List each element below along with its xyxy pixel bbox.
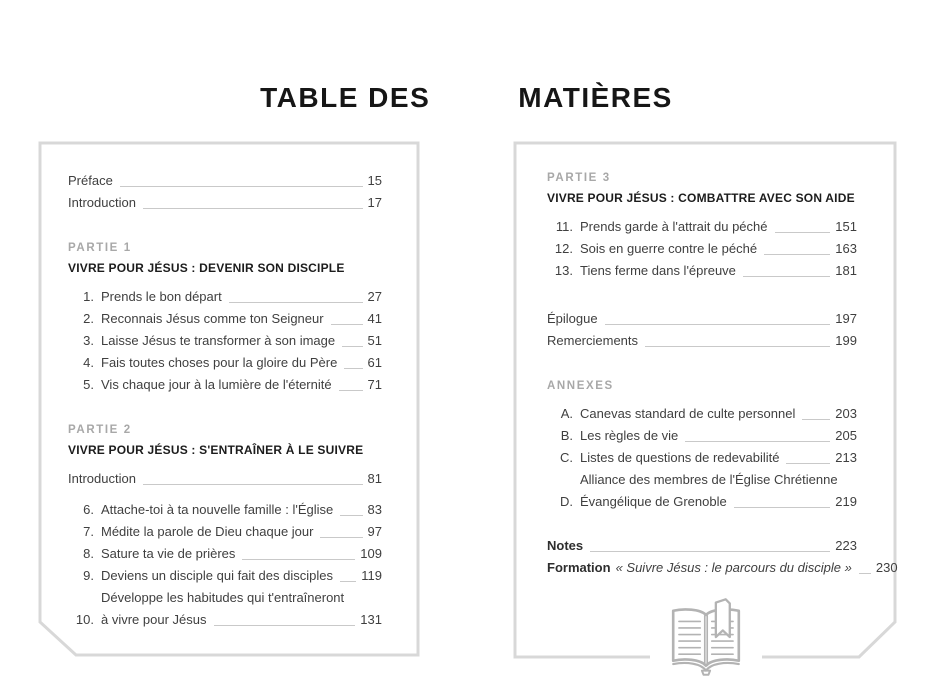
leader-line bbox=[645, 346, 830, 347]
leader-line bbox=[743, 276, 830, 277]
entry-page: 17 bbox=[367, 195, 382, 210]
entry-label: Notes bbox=[547, 538, 584, 553]
entry-label: Introduction bbox=[68, 471, 136, 486]
entry-number: 5. bbox=[83, 377, 94, 392]
entry-label: Canevas standard de culte personnel bbox=[580, 406, 796, 421]
entry-number: 13. bbox=[554, 263, 573, 278]
toc-entry bbox=[68, 352, 382, 374]
entry-number: 7. bbox=[83, 524, 94, 539]
open-book-icon-svg bbox=[665, 597, 747, 677]
leader-line bbox=[120, 186, 363, 187]
leader-line bbox=[802, 419, 830, 420]
entry-label: Prends le bon départ bbox=[101, 289, 222, 304]
entry-label: Médite la parole de Dieu chaque jour bbox=[101, 524, 314, 539]
leader-line bbox=[764, 254, 830, 255]
leader-line bbox=[605, 324, 831, 325]
entry-page: 83 bbox=[367, 502, 382, 517]
back-matter bbox=[547, 308, 857, 352]
leader-line bbox=[340, 515, 362, 516]
toc-entry bbox=[547, 260, 857, 282]
entry-page: 163 bbox=[835, 241, 857, 256]
partie-3-items bbox=[547, 216, 857, 282]
entry-number: 1. bbox=[83, 289, 94, 304]
entry-line2 bbox=[580, 491, 857, 513]
entry-label: Vis chaque jour à la lumière de l'éternité bbox=[101, 377, 332, 392]
toc-entry-preface bbox=[68, 170, 382, 192]
toc-entry bbox=[68, 543, 382, 565]
entry-page: 15 bbox=[367, 173, 382, 188]
entry-label: Listes de questions de redevabilité bbox=[580, 450, 780, 465]
entry-number: 9. bbox=[83, 568, 94, 583]
leader-line bbox=[775, 232, 831, 233]
title-word-1: TABLE DES bbox=[260, 82, 431, 113]
leader-line bbox=[342, 346, 362, 347]
entry-page: 151 bbox=[835, 219, 857, 234]
toc-entry bbox=[68, 565, 382, 587]
entry-label: Sois en guerre contre le péché bbox=[580, 241, 758, 256]
toc-entry bbox=[68, 286, 382, 308]
entry-label: Préface bbox=[68, 173, 113, 188]
entry-label: Prends garde à l'attrait du péché bbox=[580, 219, 768, 234]
entry-page: 230 bbox=[875, 560, 898, 575]
entry-page: 181 bbox=[835, 263, 857, 278]
toc-entry-introduction bbox=[68, 192, 382, 214]
entry-page: 97 bbox=[367, 524, 382, 539]
leader-line bbox=[229, 302, 363, 303]
entry-page: 219 bbox=[835, 494, 857, 509]
right-page-content bbox=[547, 170, 898, 579]
entry-label: Les règles de vie bbox=[580, 428, 679, 443]
leader-line bbox=[734, 507, 831, 508]
leader-line bbox=[143, 208, 363, 209]
entry-number: 11. bbox=[555, 219, 573, 234]
entry-number: 6. bbox=[83, 502, 94, 517]
leader-line bbox=[859, 573, 871, 574]
leader-line bbox=[786, 463, 830, 464]
entry-label: Attache-toi à ta nouvelle famille : l'Église bbox=[101, 502, 334, 517]
entry-number: 2. bbox=[83, 311, 94, 326]
entry-label: Deviens un disciple qui fait des disciples bbox=[101, 568, 333, 583]
entry-label: Tiens ferme dans l'épreuve bbox=[580, 263, 736, 278]
entry-page: 51 bbox=[367, 333, 382, 348]
entry-label: Fais toutes choses pour la gloire du Père bbox=[101, 355, 338, 370]
entry-label: Remerciements bbox=[547, 333, 639, 348]
entry-label: Laisse Jésus te transformer à son image bbox=[101, 333, 336, 348]
entry-page: 119 bbox=[361, 568, 382, 583]
entry-label: Sature ta vie de prières bbox=[101, 546, 236, 561]
annexes-items bbox=[547, 403, 857, 513]
toc-entry bbox=[68, 521, 382, 543]
entry-lines bbox=[101, 587, 382, 631]
partie-2-items bbox=[68, 499, 382, 631]
section-kicker-partie-1: PARTIE 1 bbox=[68, 242, 132, 254]
entry-number: D. bbox=[560, 494, 573, 509]
toc-entry bbox=[68, 499, 382, 521]
partie-2-intro bbox=[68, 468, 382, 490]
entry-page: 203 bbox=[835, 406, 857, 421]
entry-label: Épilogue bbox=[547, 311, 598, 326]
entry-number: B. bbox=[560, 428, 573, 443]
entry-number: 10. bbox=[75, 612, 94, 627]
entry-label: Reconnais Jésus comme ton Seigneur bbox=[101, 311, 324, 326]
entry-number: 12. bbox=[554, 241, 573, 256]
section-heading-partie-2: VIVRE POUR JÉSUS : S'ENTRAÎNER À LE SUIVRE bbox=[68, 443, 364, 457]
section-kicker-partie-3: PARTIE 3 bbox=[547, 172, 611, 184]
open-book-icon bbox=[650, 594, 762, 680]
toc-entry-epilogue bbox=[547, 308, 857, 330]
toc-entry bbox=[547, 425, 857, 447]
leader-line bbox=[339, 390, 363, 391]
entry-page: 41 bbox=[367, 311, 382, 326]
section-heading-partie-1: VIVRE POUR JÉSUS : DEVENIR SON DISCIPLE bbox=[68, 261, 345, 275]
leader-line bbox=[340, 581, 356, 582]
end-matter bbox=[547, 535, 898, 579]
entry-page: 109 bbox=[360, 546, 382, 561]
entry-page: 213 bbox=[835, 450, 857, 465]
entry-label-line2: à vivre pour Jésus bbox=[101, 612, 207, 627]
entry-page: 199 bbox=[835, 333, 857, 348]
toc-entry bbox=[547, 403, 857, 425]
leader-line bbox=[214, 625, 356, 626]
entry-page: 131 bbox=[360, 612, 382, 627]
entry-quote: « Suivre Jésus : le parcours du disciple » bbox=[615, 560, 852, 575]
partie-1-items bbox=[68, 286, 382, 396]
entry-number: C. bbox=[560, 450, 573, 465]
leader-line bbox=[344, 368, 362, 369]
entry-page: 81 bbox=[367, 471, 382, 486]
toc-entry bbox=[68, 374, 382, 396]
toc-entry bbox=[68, 308, 382, 330]
section-kicker-annexes: ANNEXES bbox=[547, 380, 614, 392]
toc-entry bbox=[68, 330, 382, 352]
toc-entry-remerciements bbox=[547, 330, 857, 352]
section-heading-partie-3: VIVRE POUR JÉSUS : COMBATTRE AVEC SON AIDE bbox=[547, 191, 855, 205]
toc-entry bbox=[547, 216, 857, 238]
entry-label-line1: Alliance des membres de l'Église Chrétienne bbox=[580, 472, 838, 487]
entry-label: Introduction bbox=[68, 195, 136, 210]
entry-page: 223 bbox=[835, 538, 857, 553]
entry-number: 3. bbox=[83, 333, 94, 348]
left-page-content bbox=[68, 170, 382, 631]
toc-entry-formation bbox=[547, 557, 898, 579]
leader-line bbox=[590, 551, 830, 552]
entry-page: 71 bbox=[367, 377, 382, 392]
leader-line bbox=[143, 484, 363, 485]
page-title bbox=[0, 82, 933, 114]
entry-page: 61 bbox=[367, 355, 382, 370]
leader-line bbox=[331, 324, 363, 325]
entry-label-line2: Évangélique de Grenoble bbox=[580, 494, 727, 509]
entry-label-line1: Développe les habitudes qui t'entraîneront bbox=[101, 590, 345, 605]
section-kicker-partie-2: PARTIE 2 bbox=[68, 424, 132, 436]
title-word-2: MATIÈRES bbox=[518, 82, 673, 113]
toc-entry-two-line bbox=[547, 469, 857, 513]
leader-line bbox=[685, 441, 830, 442]
entry-number: 4. bbox=[83, 355, 94, 370]
entry-label: Formation bbox=[547, 560, 611, 575]
entry-page: 27 bbox=[367, 289, 382, 304]
toc-entry bbox=[547, 238, 857, 260]
toc-entry-part2-introduction bbox=[68, 468, 382, 490]
leader-line bbox=[242, 559, 355, 560]
entry-page: 197 bbox=[835, 311, 857, 326]
entry-lines bbox=[580, 469, 857, 513]
leader-line bbox=[320, 537, 362, 538]
toc-entry-notes bbox=[547, 535, 857, 557]
entry-number: 8. bbox=[83, 546, 94, 561]
entry-page: 205 bbox=[835, 428, 857, 443]
toc-entry bbox=[547, 447, 857, 469]
entry-number: A. bbox=[560, 406, 573, 421]
toc-entry-two-line bbox=[68, 587, 382, 631]
entry-line2 bbox=[101, 609, 382, 631]
